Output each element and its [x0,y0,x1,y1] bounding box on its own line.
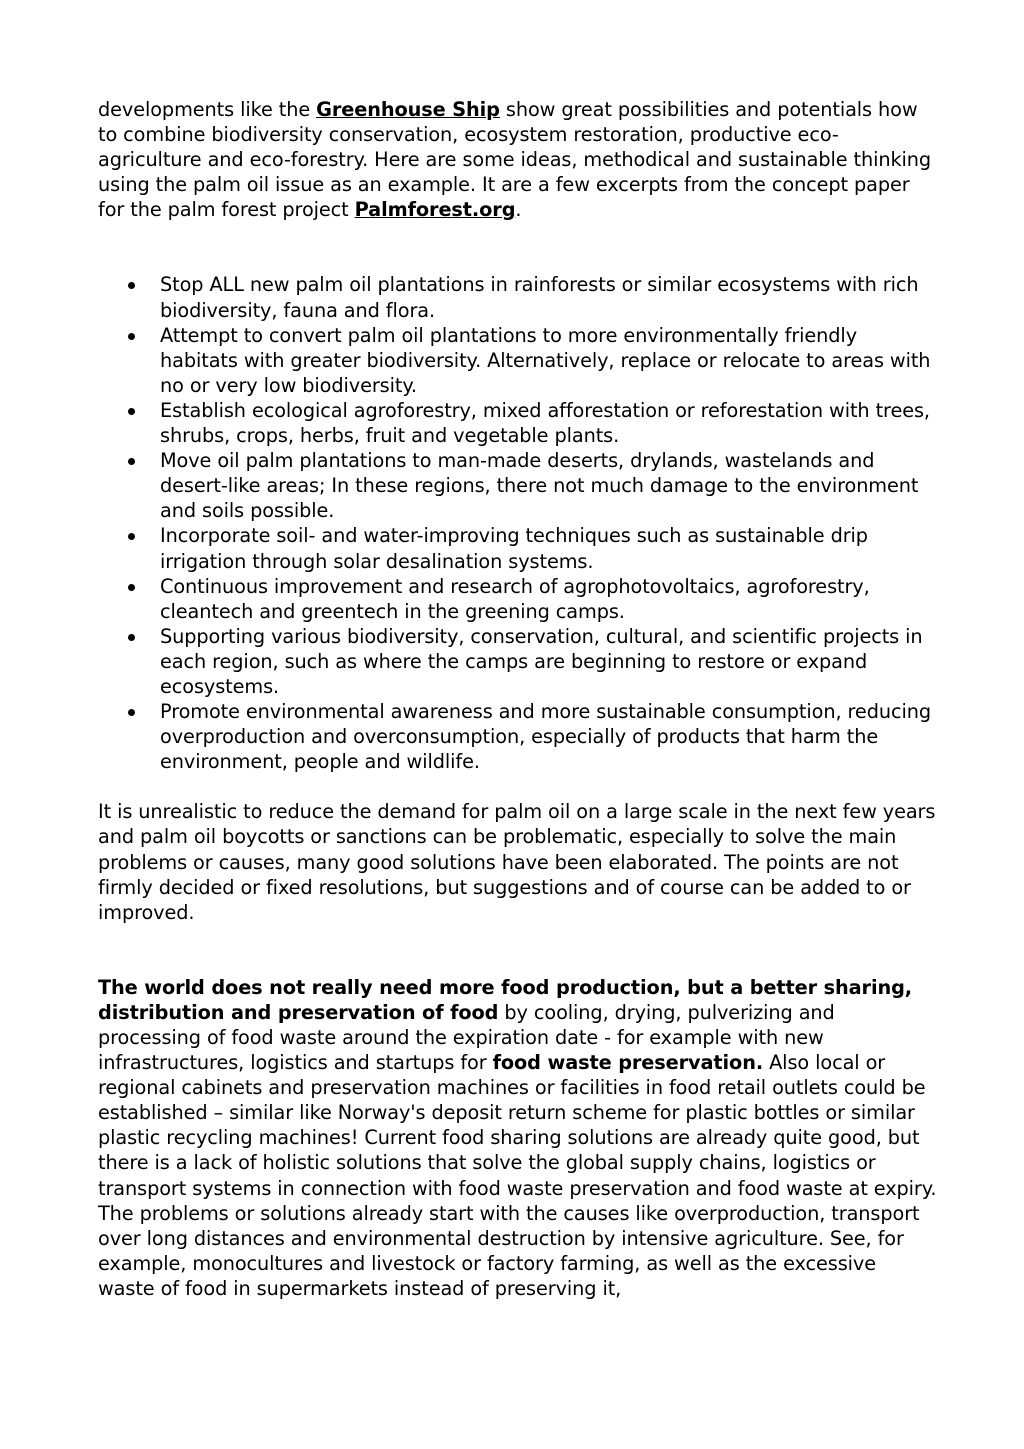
intro-text-middle: show great possibilities and potentials how to combine biodiversity conservation, ecosystem restoration, productive eco-agriculture and eco-forestry. Here are some ideas, methodical and sustainable thinking using the palm oil issue as an example. It are a few excerpts from the concept paper for the palm forest project [98,98,932,222]
bullet-icon [128,333,135,340]
palmforest-link[interactable]: Palmforest.org [354,198,516,222]
summary-paragraph: It is unrealistic to reduce the demand for palm oil on a large scale in the next few years and palm oil boycotts or sanctions can be problematic, especially to solve the main problems or causes, many good solutions have been elaborated. The points are not firmly decided or fixed resolutions, but suggestions and of course can be added to or improved. [98,800,936,924]
list-item [160,323,938,398]
list-item-text: Move oil palm plantations to man-made deserts, drylands, wastelands and desert-like areas; In these regions, there not much damage to the environment and soils possible. [160,449,919,523]
list-item [160,624,938,699]
list-item [160,574,938,624]
bullet-icon [128,584,135,591]
greenhouse-ship-link[interactable]: Greenhouse Ship [316,98,500,121]
list-item-text: Incorporate soil- and water-improving techniques such as sustainable drip irrigation through solar desalination systems. [160,524,868,573]
list-item [160,523,938,573]
list-item-text: Supporting various biodiversity, conservation, cultural, and scientific projects in each region, such as where the camps are beginning to restore or expand ecosystems. [160,624,923,698]
bullet-icon [128,634,135,641]
list-item [160,398,938,448]
bullet-icon [128,408,135,415]
bullet-icon [128,458,135,465]
food-bold-mid: food waste preservation. [492,1051,764,1075]
food-text-1: by cooling, drying, pulverizing and processing of food waste around the expiration date - for example with new infrastructures, logistics and startups for [98,1000,835,1075]
list-item-text: Promote environmental awareness and more sustainable consumption, reducing overproduction and overconsumption, especially of products that harm the environment, people and wildlife. [160,700,931,774]
ideas-list [98,272,938,774]
intro-paragraph [98,97,938,222]
bullet-icon [128,533,135,540]
document-page [98,97,938,1301]
list-item-text: Stop ALL new palm oil plantations in rainforests or similar ecosystems with rich biodiversity, fauna and flora. [160,273,919,322]
list-item [160,699,938,774]
intro-text-start: developments like the [98,98,317,121]
list-item-text: Continuous improvement and research of agrophotovoltaics, agroforestry, cleantech and greentech in the greening camps. [160,574,870,623]
bullet-icon [128,709,135,716]
list-item-text: Establish ecological agroforestry, mixed afforestation or reforestation with trees, shrubs, crops, herbs, fruit and vegetable plants. [160,398,930,448]
food-paragraph [98,975,938,1301]
bullet-icon [128,282,135,289]
intro-text-end: . [515,198,522,222]
list-item-text: Attempt to convert palm oil plantations to more environmentally friendly habitats with greater biodiversity. Alternatively, replace or relocate to areas with no or very low biodiversity. [160,323,931,397]
list-item [160,448,938,523]
list-item [160,272,938,322]
food-text-2: Also local or regional cabinets and preservation machines or facilities in food retail outlets could be established – similar like Norway's deposit return scheme for plastic bottles or similar plastic recycling machines! Current food sharing solutions are already quite good, but there is a lack of holistic solutions that solve the global supply chains, logistics or transport systems in connection with food waste preservation and food waste at expiry. The problems or solutions already start with the causes like overproduction, transport over long distances and environmental destruction by intensive agriculture. See, for example, monocultures and livestock or factory farming, as well as the excessive waste of food in supermarkets instead of preserving it, [98,1051,937,1300]
food-bold-lead: The world does not really need more food production, but a better sharing, distribution and preservation of food [98,975,913,1024]
